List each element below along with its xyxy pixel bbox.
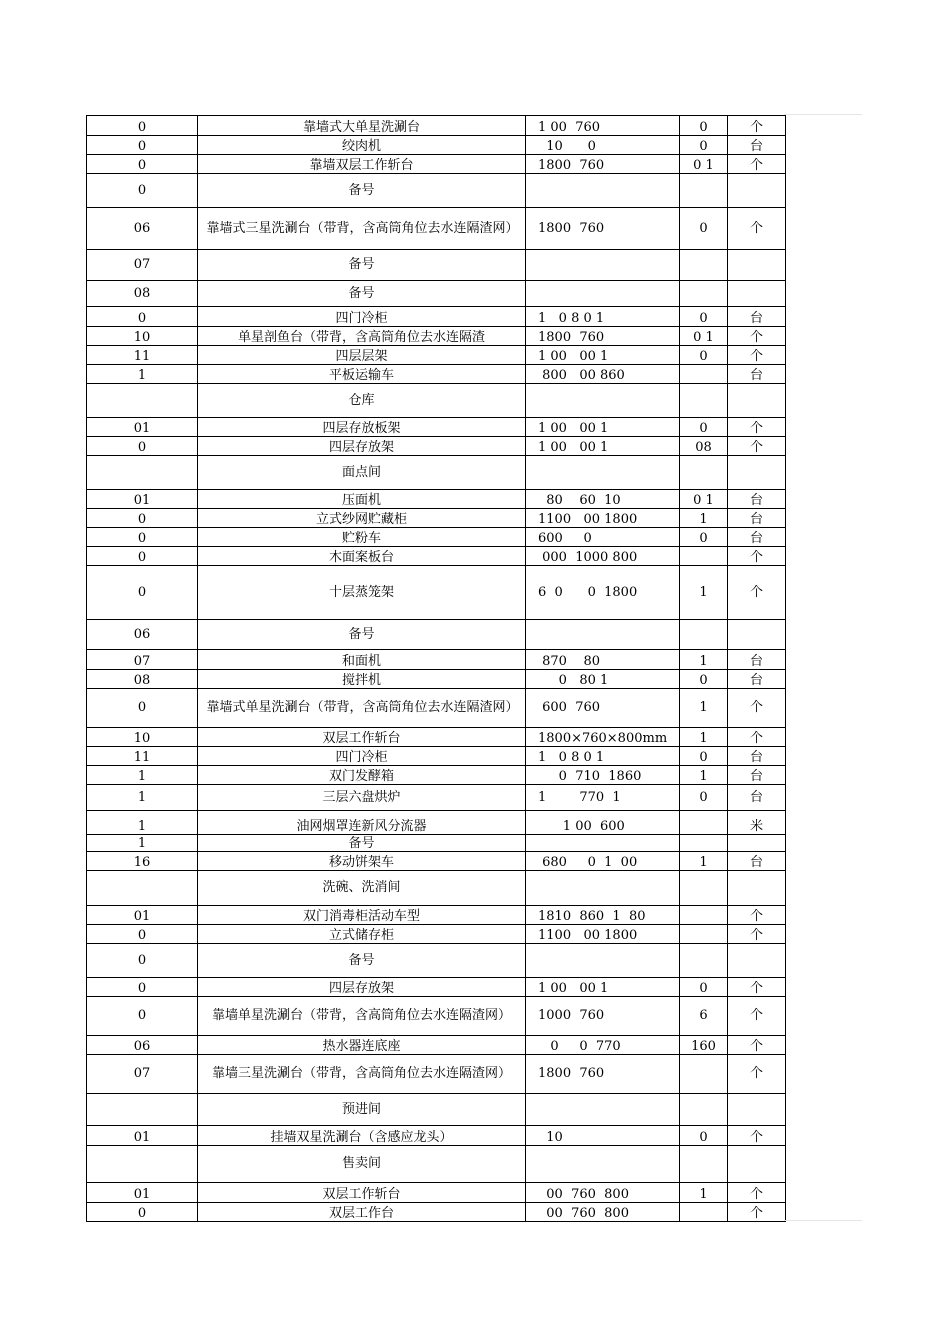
item-unit-cell: 台 xyxy=(749,512,763,527)
item-number-cell: 11 xyxy=(133,750,151,765)
table-row xyxy=(87,688,785,727)
item-number-cell: 0 xyxy=(137,928,147,943)
table-row xyxy=(87,508,785,527)
item-name-cell: 贮粉车 xyxy=(341,531,381,546)
item-unit-cell xyxy=(728,835,785,851)
item-unit-cell: 个 xyxy=(749,158,763,173)
item-name-cell: 备号 xyxy=(348,257,375,272)
item-qty-cell xyxy=(680,281,727,306)
item-spec-cell: 600 760 xyxy=(538,700,601,715)
item-name-cell: 洗碗、洗消间 xyxy=(322,880,401,895)
item-name-cell: 备号 xyxy=(348,285,375,301)
item-qty-cell: 160 xyxy=(691,1039,716,1054)
item-spec-cell xyxy=(526,1146,679,1182)
item-number-cell: 07 xyxy=(133,1066,151,1081)
gridline-gray xyxy=(784,1220,862,1221)
item-spec-cell: 1 00 600 xyxy=(538,819,625,834)
item-name-cell: 单星剖鱼台（带背，含高筒角位去水连隔渣 xyxy=(237,330,485,345)
item-qty-cell: 0 1 xyxy=(693,158,714,173)
table-row xyxy=(87,565,785,619)
item-number-cell: 08 xyxy=(133,285,151,301)
item-name-cell: 四门冷柜 xyxy=(335,750,388,765)
item-unit-cell: 米 xyxy=(749,819,763,834)
item-spec-cell: 1 00 00 1 xyxy=(538,349,609,364)
item-name-cell: 预进间 xyxy=(341,1101,381,1117)
item-unit-cell: 个 xyxy=(749,421,763,436)
item-qty-cell: 6 xyxy=(699,1008,708,1023)
item-unit-cell xyxy=(728,1094,785,1125)
item-spec-cell xyxy=(526,944,679,977)
item-spec-cell: 80 60 10 xyxy=(538,493,621,508)
item-qty-cell xyxy=(680,456,727,489)
table-row xyxy=(87,810,785,834)
item-qty-cell: 1 xyxy=(699,1187,708,1202)
item-number-cell: 0 xyxy=(137,700,147,715)
item-unit-cell: 台 xyxy=(749,789,763,805)
table-row xyxy=(87,870,785,905)
item-number-cell: 07 xyxy=(133,257,151,272)
item-number-cell: 01 xyxy=(133,1187,151,1202)
table-row xyxy=(87,851,785,870)
item-spec-cell: 1 770 1 xyxy=(538,789,621,805)
item-name-cell: 四层层架 xyxy=(335,349,388,364)
item-name-cell: 搅拌机 xyxy=(341,673,381,688)
table-row xyxy=(87,727,785,746)
table-row xyxy=(87,364,785,383)
table-row xyxy=(87,834,785,851)
table-row xyxy=(87,784,785,810)
item-unit-cell: 台 xyxy=(749,493,763,508)
item-unit-cell xyxy=(728,250,785,280)
item-qty-cell xyxy=(680,835,727,851)
item-unit-cell: 台 xyxy=(749,654,763,669)
item-unit-cell xyxy=(728,871,785,905)
item-name-cell: 立式纱网贮藏柜 xyxy=(315,512,407,527)
item-qty-cell: 0 1 xyxy=(693,330,714,345)
item-unit-cell: 台 xyxy=(749,311,763,326)
item-qty-cell xyxy=(680,547,727,565)
item-unit-cell: 个 xyxy=(749,120,763,135)
table-row xyxy=(87,977,785,996)
item-qty-cell xyxy=(680,925,727,943)
item-number-cell: 16 xyxy=(133,855,151,870)
item-number-cell: 0 xyxy=(137,182,147,198)
item-spec-cell: 1800×760×800mm xyxy=(538,731,668,746)
item-name-cell: 双层工作斩台 xyxy=(322,1187,401,1202)
item-number-cell xyxy=(87,1146,197,1182)
item-qty-cell: 0 xyxy=(699,750,708,765)
item-number-cell: 0 xyxy=(137,531,147,546)
item-number-cell: 0 xyxy=(137,311,147,326)
item-spec-cell: 1 0 8 0 1 xyxy=(538,750,605,765)
table-row xyxy=(87,306,785,326)
table-row xyxy=(87,546,785,565)
table-row xyxy=(87,996,785,1035)
item-qty-cell xyxy=(680,871,727,905)
item-unit-cell: 个 xyxy=(749,1066,763,1081)
item-unit-cell xyxy=(728,944,785,977)
item-number-cell: 0 xyxy=(137,952,147,968)
item-qty-cell xyxy=(680,365,727,383)
table-row xyxy=(87,115,785,135)
item-number-cell: 06 xyxy=(133,626,151,642)
item-unit-cell: 个 xyxy=(749,700,763,715)
item-name-text: 靠墙式单星洗涮台（带背，含高筒角位去水连隔渣网） xyxy=(206,700,519,715)
item-qty-cell xyxy=(680,1094,727,1125)
item-name-cell: 绞肉机 xyxy=(341,139,381,154)
item-number-cell: 1 xyxy=(137,769,147,784)
item-name-text: 靠墙单星洗涮台（带背，含高筒角位去水连隔渣网） xyxy=(211,1008,511,1023)
item-spec-cell: 1800 760 xyxy=(538,330,605,345)
item-unit-cell xyxy=(728,174,785,207)
item-qty-cell: 0 xyxy=(699,120,708,135)
table-row xyxy=(87,436,785,455)
item-unit-cell: 台 xyxy=(749,750,763,765)
item-spec-cell xyxy=(526,620,679,649)
item-unit-cell: 个 xyxy=(749,440,763,455)
item-name-cell: 木面案板台 xyxy=(328,550,394,565)
table-row xyxy=(87,1202,785,1221)
item-spec-cell: 1 00 760 xyxy=(538,120,601,135)
item-qty-cell xyxy=(680,1055,727,1093)
item-spec-cell xyxy=(526,384,679,417)
item-number-cell: 0 xyxy=(137,158,147,173)
equipment-table xyxy=(86,115,786,1222)
item-qty-cell xyxy=(680,1146,727,1182)
item-unit-cell: 个 xyxy=(749,1130,763,1145)
item-unit-cell: 个 xyxy=(749,1008,763,1023)
item-unit-cell xyxy=(728,281,785,306)
item-qty-cell: 0 1 xyxy=(693,493,714,508)
item-number-cell: 01 xyxy=(133,1130,151,1145)
item-unit-cell: 台 xyxy=(749,673,763,688)
table-row xyxy=(87,154,785,173)
item-unit-cell: 台 xyxy=(749,855,763,870)
item-qty-cell: 0 xyxy=(699,789,708,805)
item-qty-cell: 1 xyxy=(699,700,708,715)
table-row xyxy=(87,345,785,364)
item-name-cell xyxy=(198,208,525,249)
item-qty-cell: 0 xyxy=(699,349,708,364)
item-name-cell: 十层蒸笼架 xyxy=(328,584,394,600)
item-qty-cell xyxy=(680,906,727,924)
item-unit-cell xyxy=(728,384,785,417)
item-name-cell: 售卖间 xyxy=(341,1156,381,1171)
item-number-cell: 0 xyxy=(137,1206,147,1221)
item-name-cell: 仓库 xyxy=(348,392,375,408)
item-unit-cell: 个 xyxy=(749,1039,763,1054)
table-row xyxy=(87,669,785,688)
item-unit-cell: 个 xyxy=(749,550,763,565)
item-name-cell: 平板运输车 xyxy=(328,368,394,383)
item-spec-cell: 0 80 1 xyxy=(538,673,609,688)
item-spec-cell xyxy=(526,250,679,280)
item-spec-cell: 6 0 0 1800 xyxy=(538,584,638,600)
table-row xyxy=(87,527,785,546)
item-spec-cell: 000 1000 800 xyxy=(538,550,638,565)
item-qty-cell: 1 xyxy=(699,654,708,669)
item-unit-cell: 个 xyxy=(749,928,763,943)
item-name-cell: 备号 xyxy=(348,626,375,642)
item-spec-cell: 1100 00 1800 xyxy=(538,928,638,943)
item-unit-cell xyxy=(728,620,785,649)
item-number-cell: 06 xyxy=(133,1039,151,1054)
item-spec-cell: 1 0 8 0 1 xyxy=(538,311,605,326)
table-row xyxy=(87,207,785,249)
item-qty-cell: 0 xyxy=(699,1130,708,1145)
item-name-cell: 面点间 xyxy=(341,464,381,480)
item-number-cell xyxy=(87,456,197,489)
item-name-cell: 三层六盘烘炉 xyxy=(322,789,401,805)
item-spec-cell xyxy=(526,871,679,905)
item-number-cell: 0 xyxy=(137,584,147,600)
table-row xyxy=(87,905,785,924)
item-number-cell xyxy=(87,384,197,417)
item-name-cell: 双层工作斩台 xyxy=(322,731,401,746)
item-spec-cell: 800 00 860 xyxy=(538,368,625,383)
item-unit-cell: 个 xyxy=(749,909,763,924)
item-spec-cell: 10 0 xyxy=(538,139,596,154)
item-unit-cell: 个 xyxy=(749,349,763,364)
item-number-cell: 10 xyxy=(133,731,151,746)
item-number-cell xyxy=(87,871,197,905)
table-row xyxy=(87,173,785,207)
item-spec-cell: 1 00 00 1 xyxy=(538,440,609,455)
item-spec-cell: 0 710 1860 xyxy=(538,769,642,784)
item-number-cell: 01 xyxy=(133,493,151,508)
item-spec-cell xyxy=(526,835,679,851)
item-name-cell: 双门发酵箱 xyxy=(328,769,394,784)
item-name-cell: 四门冷柜 xyxy=(335,311,388,326)
table-row xyxy=(87,1182,785,1202)
item-unit-cell: 个 xyxy=(749,981,763,996)
item-name-cell: 四层存放架 xyxy=(328,440,394,455)
item-name-cell: 热水器连底座 xyxy=(322,1039,401,1054)
table-row xyxy=(87,649,785,669)
table-row xyxy=(87,746,785,765)
item-number-cell: 0 xyxy=(137,1008,147,1023)
item-qty-cell xyxy=(680,384,727,417)
item-name-cell xyxy=(198,997,525,1035)
item-name-cell: 备号 xyxy=(348,836,375,851)
item-name-cell: 双层工作台 xyxy=(328,1206,394,1221)
item-number-cell: 1 xyxy=(137,368,147,383)
item-number-cell: 1 xyxy=(137,836,147,851)
item-qty-cell xyxy=(680,620,727,649)
item-spec-cell xyxy=(526,456,679,489)
item-number-cell: 0 xyxy=(137,120,147,135)
item-spec-cell: 870 80 xyxy=(538,654,601,669)
item-unit-cell: 台 xyxy=(749,531,763,546)
table-row xyxy=(87,1125,785,1145)
item-spec-cell: 1810 860 1 80 xyxy=(538,909,646,924)
item-qty-cell: 1 xyxy=(699,769,708,784)
item-qty-cell xyxy=(680,1203,727,1221)
item-unit-cell: 个 xyxy=(749,1206,763,1221)
item-unit-cell: 个 xyxy=(749,584,763,600)
table-row xyxy=(87,619,785,649)
item-qty-cell: 1 xyxy=(699,512,708,527)
item-name-cell: 四层存放架 xyxy=(328,981,394,996)
item-qty-cell: 0 xyxy=(699,531,708,546)
item-number-cell: 0 xyxy=(137,440,147,455)
item-number-cell: 01 xyxy=(133,909,151,924)
item-number-cell: 1 xyxy=(137,819,147,834)
item-qty-cell: 0 xyxy=(699,311,708,326)
table-row xyxy=(87,1145,785,1182)
item-number-cell: 0 xyxy=(137,139,147,154)
item-qty-cell: 1 xyxy=(699,855,708,870)
item-unit-cell: 个 xyxy=(749,1187,763,1202)
item-name-cell: 移动饼架车 xyxy=(328,855,394,870)
table-row xyxy=(87,1093,785,1125)
table-row xyxy=(87,943,785,977)
item-name-cell xyxy=(198,1055,525,1093)
item-qty-cell xyxy=(680,811,727,834)
item-number-cell: 01 xyxy=(133,421,151,436)
item-spec-cell: 00 760 800 xyxy=(538,1206,629,1221)
item-name-cell: 挂墙双星洗涮台（含感应龙头） xyxy=(270,1130,453,1145)
item-qty-cell xyxy=(680,174,727,207)
table-row xyxy=(87,280,785,306)
item-qty-cell: 1 xyxy=(699,731,708,746)
item-qty-cell: 08 xyxy=(695,440,712,455)
item-name-cell: 压面机 xyxy=(341,493,381,508)
item-number-cell: 0 xyxy=(137,512,147,527)
item-qty-cell xyxy=(680,250,727,280)
table-row xyxy=(87,326,785,345)
item-unit-cell xyxy=(728,1146,785,1182)
table-row xyxy=(87,383,785,417)
item-unit-cell: 台 xyxy=(749,139,763,154)
item-number-cell: 10 xyxy=(133,330,151,345)
item-number-cell: 08 xyxy=(133,673,151,688)
item-unit-cell: 个 xyxy=(749,220,763,236)
item-spec-cell: 0 0 770 xyxy=(538,1039,621,1054)
item-qty-cell: 0 xyxy=(699,981,708,996)
item-number-cell xyxy=(87,1094,197,1125)
table-row xyxy=(87,249,785,280)
item-number-cell: 07 xyxy=(133,654,151,669)
item-spec-cell: 1100 00 1800 xyxy=(538,512,638,527)
item-spec-cell: 600 0 xyxy=(538,531,592,546)
item-unit-cell: 台 xyxy=(749,769,763,784)
item-qty-cell: 0 xyxy=(699,673,708,688)
item-name-cell: 油网烟罩连新风分流器 xyxy=(296,819,427,834)
table-row xyxy=(87,489,785,508)
item-spec-cell: 1000 760 xyxy=(538,1008,605,1023)
item-name-cell: 立式储存柜 xyxy=(328,928,394,943)
item-number-cell: 0 xyxy=(137,550,147,565)
item-name-cell: 备号 xyxy=(348,182,375,198)
item-spec-cell: 1 00 00 1 xyxy=(538,421,609,436)
item-unit-cell xyxy=(728,456,785,489)
item-number-cell: 0 xyxy=(137,981,147,996)
item-name-cell: 和面机 xyxy=(341,654,381,669)
item-qty-cell: 1 xyxy=(699,584,708,600)
item-name-cell: 双门消毒柜活动车型 xyxy=(302,909,420,924)
item-name-text: 靠墙式三星洗涮台（带背，含高筒角位去水连隔渣网） xyxy=(206,220,519,236)
item-number-cell: 06 xyxy=(133,220,151,236)
table-row xyxy=(87,1054,785,1093)
item-spec-cell xyxy=(526,1094,679,1125)
table-row xyxy=(87,1035,785,1054)
item-spec-cell: 680 0 1 00 xyxy=(538,855,638,870)
item-spec-cell: 10 xyxy=(538,1130,563,1145)
item-spec-cell xyxy=(526,174,679,207)
item-spec-cell: 1800 760 xyxy=(538,158,605,173)
table-row xyxy=(87,455,785,489)
table-row xyxy=(87,135,785,154)
item-name-cell: 靠墙式大单星洗涮台 xyxy=(302,120,420,135)
item-unit-cell: 台 xyxy=(749,368,763,383)
item-name-cell: 四层存放板架 xyxy=(322,421,401,436)
item-qty-cell xyxy=(680,944,727,977)
item-unit-cell: 个 xyxy=(749,330,763,345)
item-spec-cell: 1800 760 xyxy=(538,220,605,236)
item-spec-cell: 1 00 00 1 xyxy=(538,981,609,996)
item-number-cell: 1 xyxy=(137,789,147,805)
item-spec-cell xyxy=(526,281,679,306)
item-name-text: 靠墙三星洗涮台（带背，含高筒角位去水连隔渣网） xyxy=(211,1066,511,1081)
item-name-cell: 靠墙双层工作斩台 xyxy=(309,158,414,173)
table-row xyxy=(87,765,785,784)
item-name-cell xyxy=(198,689,525,727)
item-spec-cell: 00 760 800 xyxy=(538,1187,629,1202)
item-qty-cell: 0 xyxy=(699,421,708,436)
item-qty-cell: 0 xyxy=(699,139,708,154)
item-qty-cell: 0 xyxy=(699,220,708,236)
item-name-cell: 备号 xyxy=(348,952,375,968)
table-row xyxy=(87,924,785,943)
item-number-cell: 11 xyxy=(133,349,151,364)
table-row xyxy=(87,417,785,436)
item-unit-cell: 个 xyxy=(749,731,763,746)
item-spec-cell: 1800 760 xyxy=(538,1066,605,1081)
